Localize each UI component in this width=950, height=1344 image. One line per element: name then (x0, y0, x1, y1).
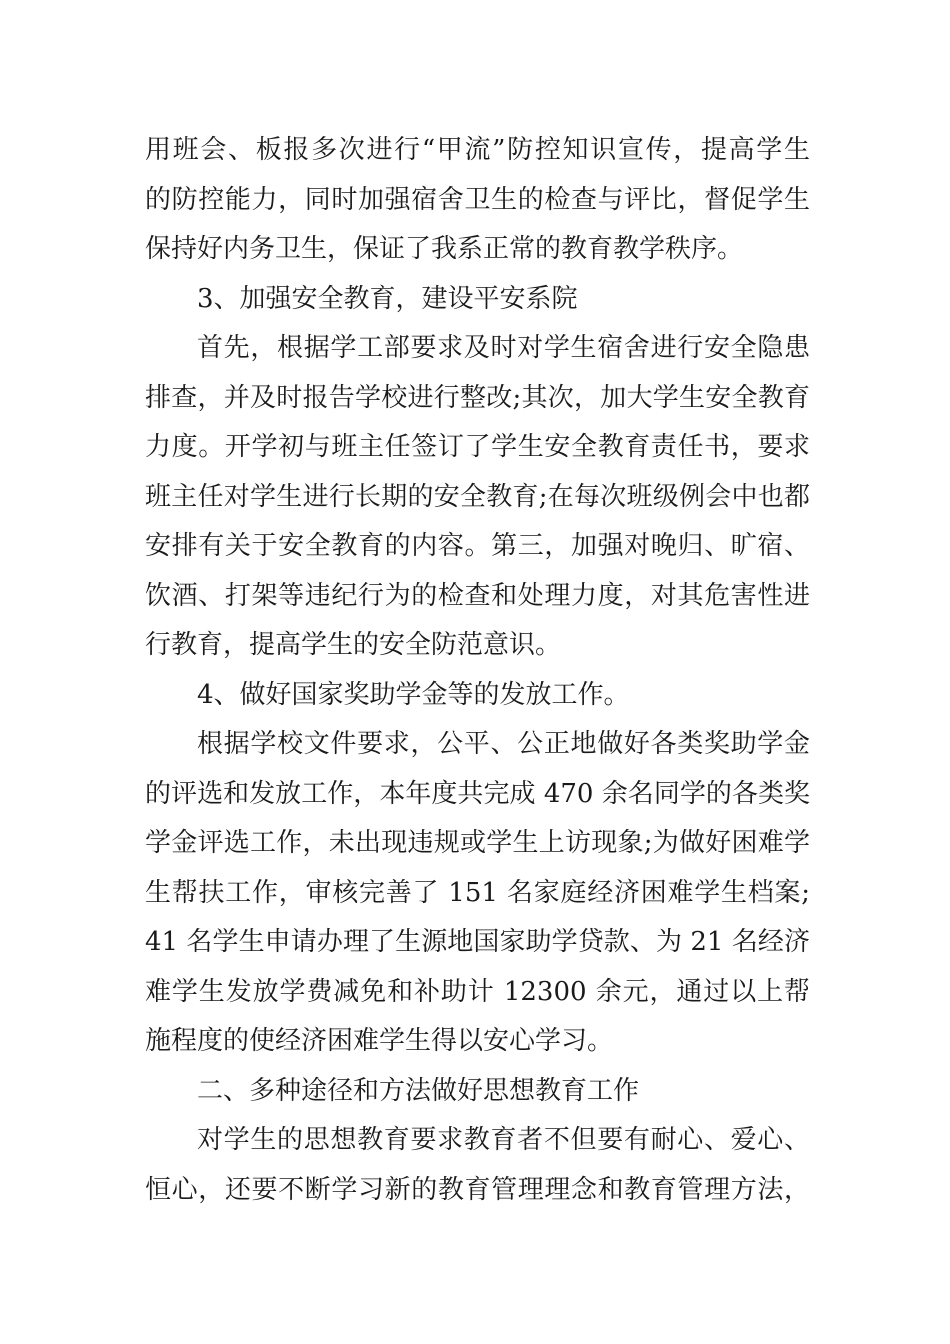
section-heading: 3、加强安全教育，建设平安系院 (197, 283, 578, 314)
text-line: 恒心，还要不断学习新的教育管理理念和教育管理方法， (145, 1174, 810, 1205)
text-line: 生帮扶工作，审核完善了 151 名家庭经济困难学生档案; (145, 877, 810, 908)
text-line: 学金评选工作，未出现违规或学生上访现象;为做好困难学 (145, 828, 810, 858)
text-line: 保持好内务卫生，保证了我系正常的教育教学秩序。 (145, 234, 744, 264)
text-line: 41 名学生申请办理了生源地国家助学贷款、为 21 名经济 (145, 927, 810, 957)
text-line: 施程度的使经济困难学生得以安心学习。 (145, 1026, 614, 1056)
text-line: 安排有关于安全教育的内容。第三，加强对晚归、旷宿、 (145, 531, 810, 561)
section-heading: 二、多种途径和方法做好思想教育工作 (197, 1075, 640, 1106)
text-line: 对学生的思想教育要求教育者不但要有耐心、爱心、 (197, 1125, 810, 1155)
text-line: 力度。开学初与班主任签订了学生安全教育责任书，要求 (145, 432, 810, 462)
text-line: 首先，根据学工部要求及时对学生宿舍进行安全隐患 (197, 333, 810, 363)
text-line: 难学生发放学费减免和补助计 12300 余元，通过以上帮 (145, 976, 810, 1007)
text-line: 根据学校文件要求，公平、公正地做好各类奖助学金 (197, 729, 810, 759)
text-line: 的评选和发放工作，本年度共完成 470 余名同学的各类奖 (145, 778, 810, 809)
section-heading: 4、做好国家奖助学金等的发放工作。 (197, 679, 630, 710)
text-line: 行教育，提高学生的安全防范意识。 (145, 630, 562, 660)
document-body (145, 126, 810, 1215)
text-line: 排查，并及时报告学校进行整改;其次，加大学生安全教育 (145, 382, 810, 413)
text-line: 班主任对学生进行长期的安全教育;在每次班级例会中也都 (145, 481, 810, 512)
text-line: 用班会、板报多次进行“甲流”防控知识宣传，提高学生 (145, 135, 810, 165)
text-line: 饮酒、打架等违纪行为的检查和处理力度，对其危害性进 (145, 580, 810, 611)
text-line: 的防控能力，同时加强宿舍卫生的检查与评比，督促学生 (145, 184, 810, 215)
